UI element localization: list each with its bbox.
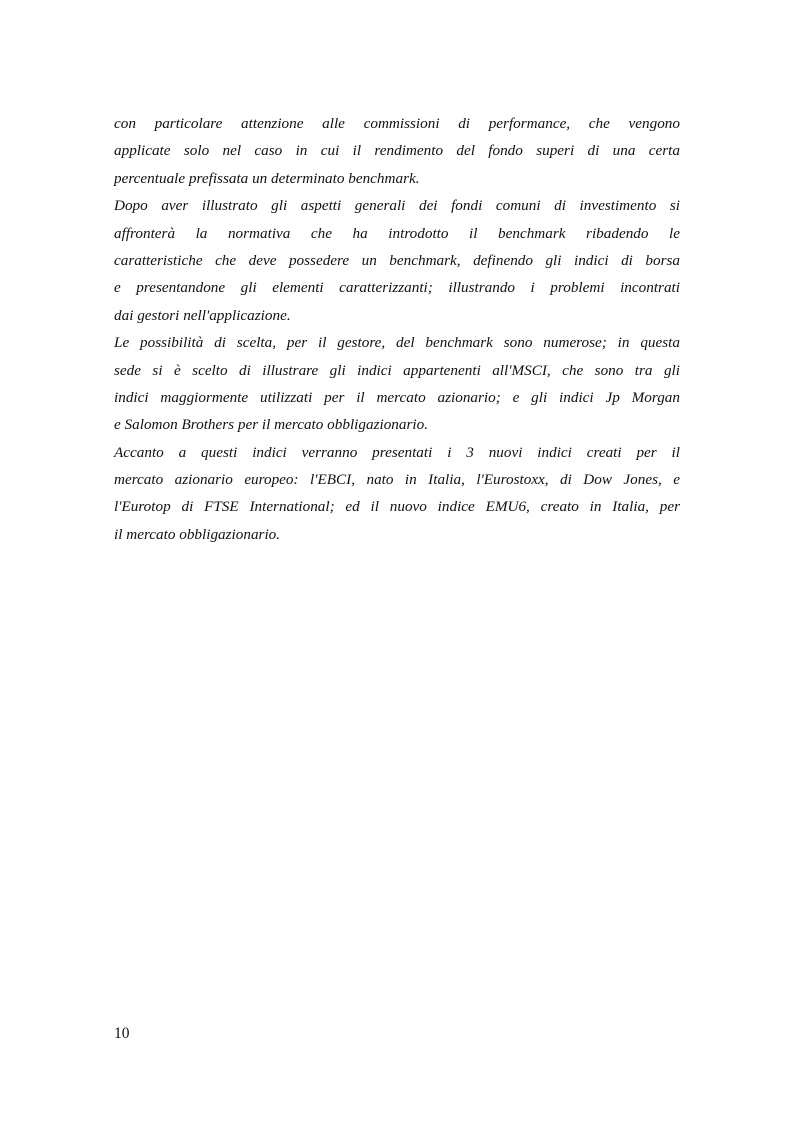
text-line: percentuale prefissata un determinato benchmark. <box>114 169 420 187</box>
text-line: sede si è scelto di illustrare gli indici appartenenti all'MSCI, che sono tra gli <box>114 361 680 379</box>
body-text <box>114 110 680 548</box>
text-line: e presentandone gli elementi caratterizzanti; illustrando i problemi incontrati <box>114 279 680 297</box>
text-line: mercato azionario europeo: l'EBCI, nato in Italia, l'Eurostoxx, di Dow Jones, e <box>114 471 680 489</box>
text-line: il mercato obbligazionario. <box>114 525 281 543</box>
text-line: dai gestori nell'applicazione. <box>114 306 291 324</box>
text-line: e Salomon Brothers per il mercato obbligazionario. <box>114 416 428 434</box>
text-line: Le possibilità di scelta, per il gestore, del benchmark sono numerose; in questa <box>114 334 680 352</box>
text-line: applicate solo nel caso in cui il rendimento del fondo superi di una certa <box>114 142 680 160</box>
page-number: 10 <box>114 1025 130 1042</box>
text-line: caratteristiche che deve possedere un benchmark, definendo gli indici di borsa <box>114 251 680 269</box>
text-line: Accanto a questi indici verranno presentati i 3 nuovi indici creati per il <box>114 443 680 461</box>
text-line: l'Eurotop di FTSE International; ed il nuovo indice EMU6, creato in Italia, per <box>114 498 680 516</box>
text-line: affronterà la normativa che ha introdotto il benchmark ribadendo le <box>114 224 680 242</box>
text-line: indici maggiormente utilizzati per il mercato azionario; e gli indici Jp Morgan <box>114 388 680 406</box>
text-line: Dopo aver illustrato gli aspetti generali dei fondi comuni di investimento si <box>114 197 680 215</box>
text-line: con particolare attenzione alle commissioni di performance, che vengono <box>114 115 680 132</box>
